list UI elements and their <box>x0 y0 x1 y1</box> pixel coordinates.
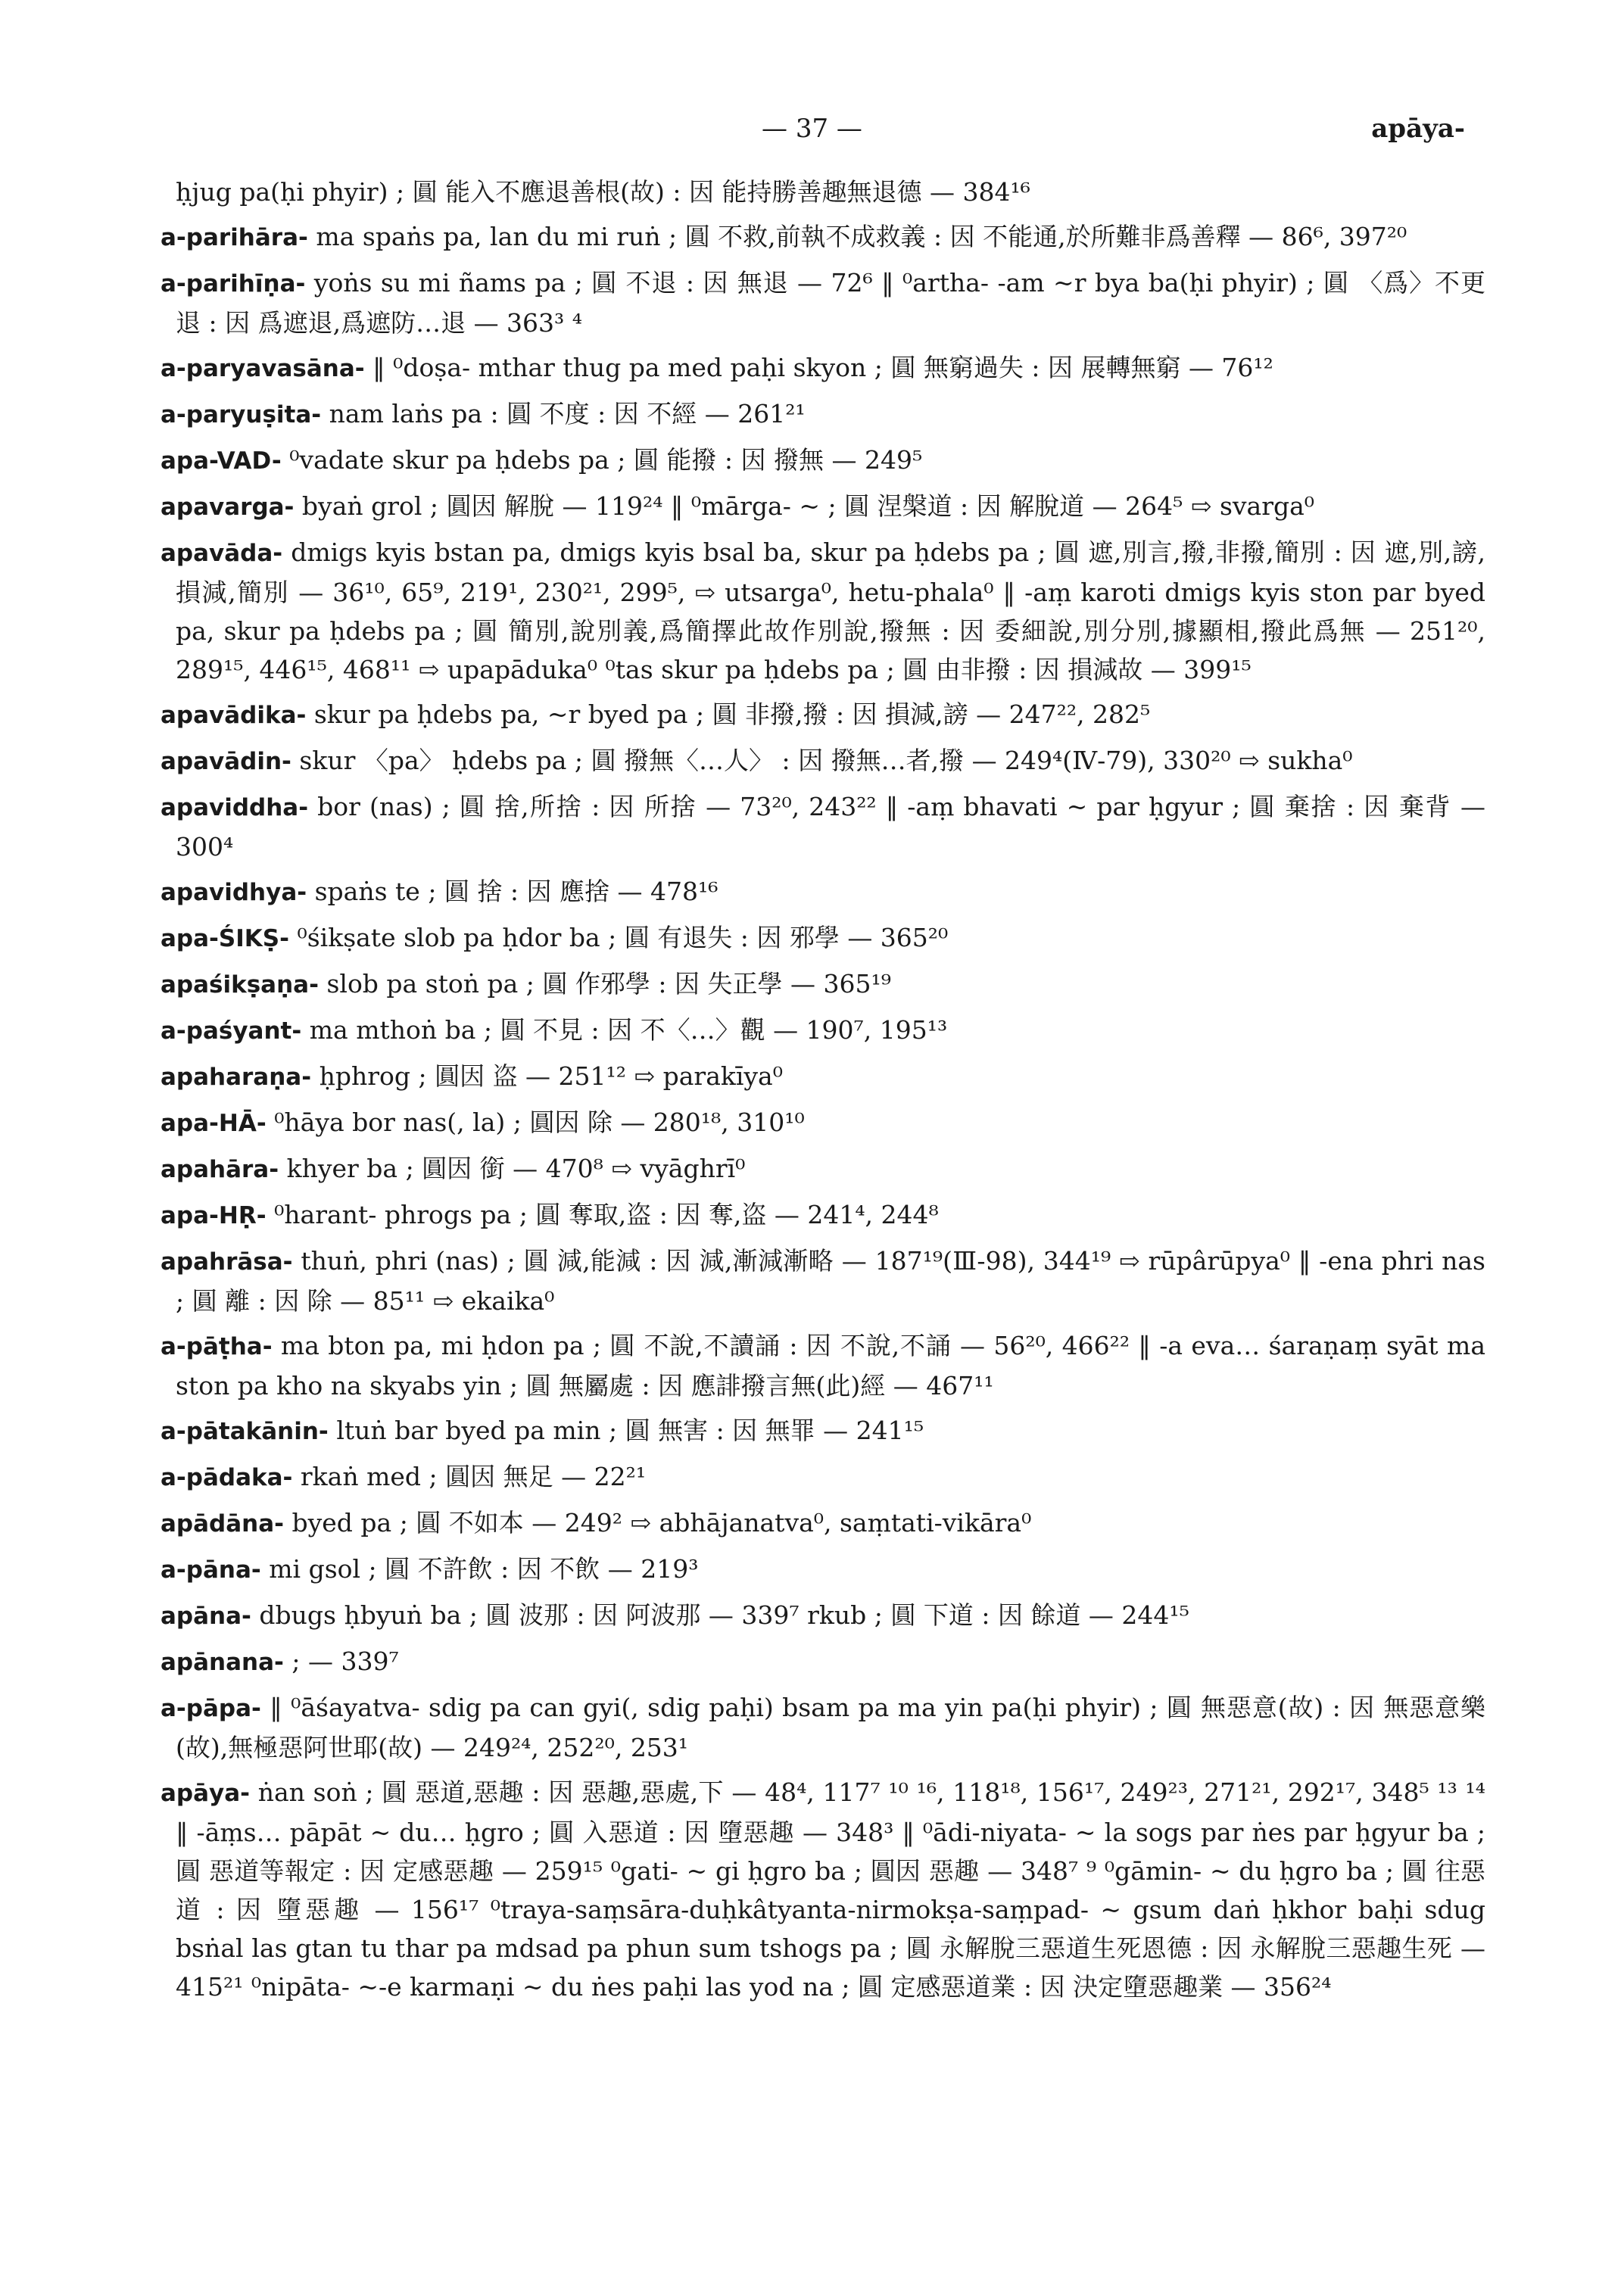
entry-body: skur 〈pa〉 ḥdebs pa ; 圓 撥無〈…人〉 : 因 撥無…者,撥 — 249⁴(Ⅳ-79), 330²⁰ ⇨ sukha⁰ <box>299 746 1353 775</box>
entry-body: spaṅs te ; 圓 捨 : 因 應捨 — 478¹⁶ <box>314 877 718 906</box>
entry-headword: a-parihīṇa- <box>161 270 306 298</box>
dictionary-entry <box>161 1550 1485 1590</box>
entry-headword: apaśikṣaṇa- <box>161 971 319 999</box>
running-head: apāya- <box>1371 114 1465 144</box>
dictionary-entry <box>161 173 1485 211</box>
dictionary-entry <box>161 1149 1485 1189</box>
dictionary-entry <box>161 217 1485 257</box>
dictionary-entry <box>161 1326 1485 1405</box>
entry-body: thuṅ, phri (nas) ; 圓 減,能減 : 因 減,漸減漸略 — 187¹⁹(Ⅲ-98), 344¹⁹ ⇨ rūpârūpya⁰ ‖ -ena phri nas ; 圓 離 : 因 除 — 85¹¹ ⇨ ekaika⁰ <box>176 1246 1485 1316</box>
entry-headword: a-pādaka- <box>161 1464 293 1491</box>
entry-body: nam laṅs pa : 圓 不度 : 因 不經 — 261²¹ <box>329 399 806 428</box>
dictionary-entry <box>161 741 1485 781</box>
entry-headword: apavidhya- <box>161 879 307 906</box>
dictionary-entry <box>161 1457 1485 1497</box>
dictionary-entry <box>161 487 1485 527</box>
entry-headword: a-pāna- <box>161 1556 261 1584</box>
entry-headword: a-pātakānin- <box>161 1418 329 1445</box>
entry-headword: a-parihāra- <box>161 224 308 251</box>
entry-headword: apavarga- <box>161 494 295 521</box>
entry-body: ‖ ⁰āśayatva- sdig pa can gyi(, sdig paḥi) bsam pa ma yin pa(ḥi phyir) ; 圓 無惡意(故) : 因 無惡意樂(故),無極惡阿世耶(故) — 249²⁴, 252²⁰, 253¹ <box>176 1693 1485 1762</box>
entry-headword: apaviddha- <box>161 794 309 821</box>
entry-body: ⁰hāya bor nas(, la) ; 圓因 除 — 280¹⁸, 310¹⁰ <box>274 1108 805 1137</box>
entry-headword: apavāda- <box>161 540 283 567</box>
entry-body: ma bton pa, mi ḥdon pa ; 圓 不說,不讀誦 : 因 不說,不誦 — 56²⁰, 466²² ‖ -a eva… śaraṇaṃ syāt ma ston pa kho na skyabs yin ; 圓 無屬處 : 因 應誹撥言無(此)經 — 467¹¹ <box>176 1331 1485 1400</box>
entry-body: skur pa ḥdebs pa, ~r byed pa ; 圓 非撥,撥 : 因 損減,謗 — 247²², 282⁵ <box>313 699 1151 729</box>
dictionary-entry <box>161 1642 1485 1682</box>
dictionary-entry <box>161 1057 1485 1097</box>
dictionary-entry <box>161 1411 1485 1451</box>
entry-body: byed pa ; 圓 不如本 — 249² ⇨ abhājanatva⁰, saṃtati-vikāra⁰ <box>291 1508 1032 1537</box>
entry-body: mi gsol ; 圓 不許飲 : 因 不飲 — 219³ <box>269 1554 699 1584</box>
entry-list <box>161 173 1485 2012</box>
entry-body: byaṅ grol ; 圓因 解脫 — 119²⁴ ‖ ⁰mārga- ~ ; 圓 涅槃道 : 因 解脫道 — 264⁵ ⇨ svarga⁰ <box>301 491 1315 521</box>
entry-body: ⁰śikṣate slob pa ḥdor ba ; 圓 有退失 : 因 邪學 — 365²⁰ <box>297 923 949 952</box>
entry-body: slob pa stoṅ pa ; 圓 作邪學 : 因 失正學 — 365¹⁹ <box>326 969 891 999</box>
dictionary-entry <box>161 1195 1485 1235</box>
dictionary-entry <box>161 787 1485 866</box>
entry-headword: a-pāṭha- <box>161 1333 273 1360</box>
dictionary-entry <box>161 533 1485 689</box>
dictionary-entry <box>161 964 1485 1005</box>
dictionary-entry <box>161 394 1485 435</box>
entry-headword: apāna- <box>161 1603 251 1630</box>
dictionary-entry <box>161 1242 1485 1320</box>
entry-headword: apādāna- <box>161 1510 284 1537</box>
entry-headword: apa-ŚIKṢ- <box>161 925 289 952</box>
entry-body: yoṅs su mi ñams pa ; 圓 不退 : 因 無退 — 72⁶ ‖ ⁰artha- -am ~r bya ba(ḥi phyir) ; 圓 〈爲〉不更退 : 因 爲遮退,爲遮防…退 — 363³ ⁴ <box>176 268 1485 338</box>
entry-headword: apavādika- <box>161 702 307 729</box>
entry-body: khyer ba ; 圓因 銜 — 470⁸ ⇨ vyāghrī⁰ <box>286 1154 746 1183</box>
dictionary-entry <box>161 1773 1485 2006</box>
dictionary-entry <box>161 695 1485 735</box>
entry-headword: apavādin- <box>161 748 291 775</box>
entry-headword: apānana- <box>161 1649 284 1676</box>
entry-body: ḥphrog ; 圓因 盗 — 251¹² ⇨ parakīya⁰ <box>319 1061 783 1091</box>
entry-body: ; — 339⁷ <box>291 1647 399 1676</box>
entry-headword: apahrāsa- <box>161 1248 293 1276</box>
entry-headword: apahāra- <box>161 1156 279 1183</box>
entry-body: bor (nas) ; 圓 捨,所捨 : 因 所捨 — 73²⁰, 243²² ‖ -aṃ bhavati ~ par ḥgyur ; 圓 棄捨 : 因 棄背 — 300⁴ <box>176 792 1485 861</box>
entry-body: dmigs kyis bstan pa, dmigs kyis bsal ba, skur pa ḥdebs pa ; 圓 遮,別言,撥,非撥,簡別 : 因 遮,別,謗,損減,簡別 — 36¹⁰, 65⁹, 219¹, 230²¹, 299⁵, ⇨ utsarga⁰, hetu-phala⁰ ‖ -aṃ karoti dmigs kyis ston par byed pa, skur pa ḥdebs pa ; 圓 簡別,說別義,爲簡擇此故作別說,撥無 : 因 委細說,別分別,據顯相,撥此爲無 — 251²⁰, 289¹⁵, 446¹⁵, 468¹¹ ⇨ upapāduka⁰ ⁰tas skur pa ḥdebs pa ; 圓 由非撥 : 因 損減故 — 399¹⁵ <box>176 537 1485 684</box>
page-number: — 37 — <box>762 114 862 144</box>
dictionary-entry <box>161 1103 1485 1143</box>
dictionary-entry <box>161 263 1485 342</box>
entry-body: ltuṅ bar byed pa min ; 圓 無害 : 因 無罪 — 241¹⁵ <box>336 1416 924 1445</box>
entry-headword: a-pāpa- <box>161 1695 261 1722</box>
entry-body: ‖ ⁰doṣa- mthar thug pa med paḥi skyon ; 圓 無窮過失 : 因 展轉無窮 — 76¹² <box>372 353 1273 382</box>
dictionary-entry <box>161 1011 1485 1051</box>
entry-headword: apaharaṇa- <box>161 1064 312 1091</box>
entry-body: rkaṅ med ; 圓因 無足 — 22²¹ <box>300 1462 647 1491</box>
entry-body: ⁰harant- phrogs pa ; 圓 奪取,盗 : 因 奪,盗 — 241⁴, 244⁸ <box>274 1200 939 1229</box>
entry-body: ma mthoṅ ba ; 圓 不見 : 因 不〈…〉觀 — 190⁷, 195¹³ <box>309 1015 948 1045</box>
entry-body: ⁰vadate skur pa ḥdebs pa ; 圓 能撥 : 因 撥無 — 249⁵ <box>289 445 923 475</box>
dictionary-entry <box>161 918 1485 958</box>
entry-headword: apāya- <box>161 1780 251 1807</box>
entry-headword: apa-HĀ- <box>161 1110 267 1137</box>
entry-headword: a-paśyant- <box>161 1017 302 1045</box>
entry-headword: a-paryuṣita- <box>161 401 322 428</box>
entry-body: ma spaṅs pa, lan du mi ruṅ ; 圓 不救,前執不成救義 : 因 不能通,於所難非爲善釋 — 86⁶, 397²⁰ <box>316 222 1407 251</box>
dictionary-entry <box>161 1596 1485 1636</box>
entry-headword: a-paryavasāna- <box>161 355 365 382</box>
entry-body: ḥjug pa(ḥi phyir) ; 圓 能入不應退善根(故) : 因 能持勝善趣無退德 — 384¹⁶ <box>176 177 1030 207</box>
entry-headword: apa-VAD- <box>161 447 282 475</box>
dictionary-entry <box>161 1688 1485 1767</box>
entry-headword: apa-HṚ- <box>161 1202 267 1229</box>
dictionary-entry <box>161 348 1485 388</box>
dictionary-entry <box>161 872 1485 912</box>
entry-body: dbugs ḥbyuṅ ba ; 圓 波那 : 因 阿波那 — 339⁷ rkub ; 圓 下道 : 因 餘道 — 244¹⁵ <box>259 1600 1189 1630</box>
dictionary-entry <box>161 1503 1485 1544</box>
entry-body: ṅan soṅ ; 圓 惡道,惡趣 : 因 惡趣,惡處,下 — 48⁴, 117⁷ ¹⁰ ¹⁶, 118¹⁸, 156¹⁷, 249²³, 271²¹, 292¹⁷, 348⁵ ¹³ ¹⁴ ‖ -āṃs… pāpāt ~ du… ḥgro ; 圓 入惡道 : 因 墮惡趣 — 348³ ‖ ⁰ādi-niyata- ~ la sogs par ṅes par ḥgyur ba ; 圓 惡道等報定 : 因 定感惡趣 — 259¹⁵ ⁰gati- ~ gi ḥgro ba ; 圓因 惡趣 — 348⁷ ⁹ ⁰gāmin- ~ du ḥgro ba ; 圓 往惡道 : 因 墮惡趣 — 156¹⁷ ⁰traya-saṃsāra-duḥkâtyanta-nirmokṣa-saṃpad- ~ gsum daṅ ḥkhor baḥi sdug bsṅal las gtan tu thar pa mdsad pa phun sum tshogs pa ; 圓 永解脫三惡道生死恩德 : 因 永解脫三惡趣生死 — 415²¹ ⁰nipāta- ~-e karmaṇi ~ du ṅes paḥi las yod na ; 圓 定感惡道業 : 因 決定墮惡趣業 — 356²⁴ <box>176 1777 1486 2002</box>
dictionary-entry <box>161 441 1485 481</box>
